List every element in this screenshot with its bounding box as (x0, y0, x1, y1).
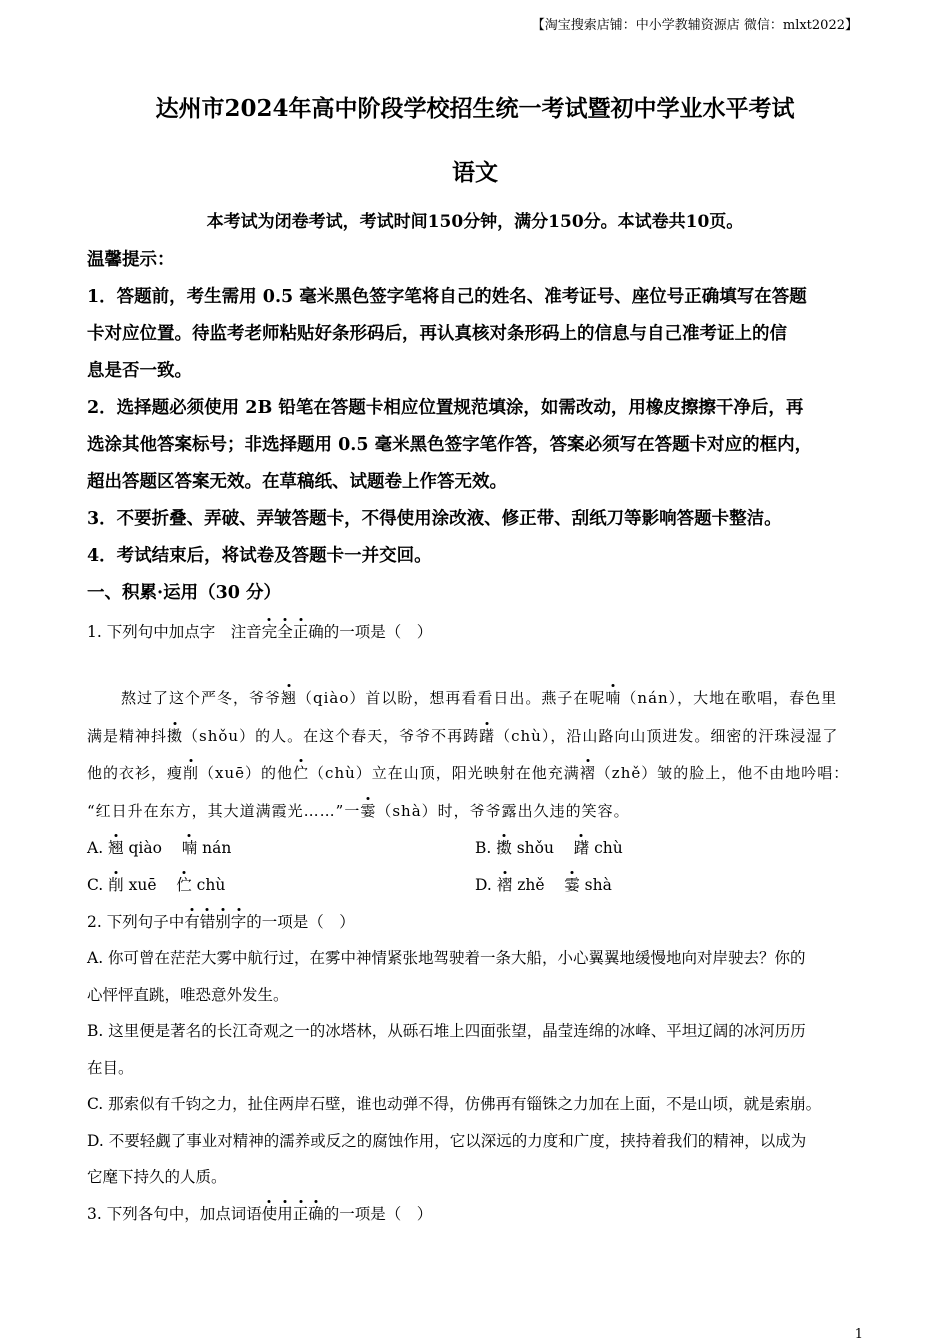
emphasis-dot-char: 正 (292, 623, 309, 641)
option-d-text-cont: 它麾下持久的人质。 (87, 1168, 227, 1186)
emphasis-dot-char: 字 (230, 913, 247, 931)
notice-heading: 温馨提示： (87, 250, 175, 270)
q1-options (87, 830, 877, 904)
dotted-char: 霎 (564, 876, 580, 894)
emphasis-dot-char: 全 (277, 623, 293, 641)
passage-line: 满是精神抖擞（shǒu）的人。在这个春天，爷爷不再踌躇（chù），沿山路向山顶进发。细密的汗珠浸湿了 (87, 726, 839, 745)
option-b[interactable]: B. 擞 shǒu 躇 chù (475, 839, 623, 857)
notice-item-2-cont: 选涂其他答案标号；非选择题用 0.5 毫米黑色签字笔作答，答案必须写在答题卡对应的框内， (87, 435, 813, 455)
notice-item-1-cont: 息是否一致。 (87, 361, 192, 381)
passage-line: “红日升在东方，其大道满霞光……”一霎（shà）时，爷爷露出久违的笑容。 (87, 801, 630, 820)
dotted-char: 伫 (293, 764, 310, 782)
header-watermark: 【淘宝搜索店铺：中小学教辅资源店 微信：mlxt2022】 (531, 18, 858, 33)
q1-text: 1. 下列句中加点字 注音 (87, 623, 262, 641)
option-d[interactable]: D. 褶 zhě 霎 shà (475, 876, 612, 894)
exam-intro: 本考试为闭卷考试，考试时间150分钟，满分150分。本试卷共10页。 (206, 212, 744, 232)
dotted-char: 霎 (360, 801, 377, 820)
notice-item-2-cont: 超出答题区答案无效。在草稿纸、试题卷上作答无效。 (87, 472, 507, 492)
emphasis-dot-char: 有 (184, 913, 200, 931)
dotted-char: 躇 (573, 839, 590, 857)
dotted-char: 褶 (496, 876, 513, 894)
exam-body (87, 242, 877, 1232)
exam-title: 达州市2024年高中阶段学校招生统一考试暨初中学业水平考试 (155, 95, 795, 122)
question-1-stem (87, 614, 877, 650)
q2-options (87, 940, 877, 1196)
dotted-char: 躇 (479, 726, 496, 745)
notice-item-1-cont: 卡对应位置。待监考老师粘贴好条形码后，再认真核对条形码上的信息与自己准考证上的信 (87, 324, 787, 344)
emphasis-dot-char: 完 (261, 623, 278, 641)
emphasis-dot-char: 错 (199, 913, 216, 931)
notice-item-1: 1．答题前，考生需用 0.5 毫米黑色签字笔将自己的姓名、准考证号、座位号正确填写在答题 (87, 287, 807, 307)
option-a[interactable]: A. 翘 qiào 喃 nán (87, 839, 232, 857)
dotted-char: 擞 (496, 839, 512, 857)
dotted-char: 喃 (181, 839, 198, 857)
page-number: 1 (854, 1327, 863, 1342)
dotted-char: 喃 (605, 689, 622, 707)
section-heading: 一、积累·运用（30 分） (87, 583, 282, 603)
q1-text: 确的一项是（ ） (308, 623, 433, 641)
passage-line: 熬过了这个严冬，爷爷翘（qiào）首以盼，想再看看日出。燕子在呢喃（nán），大地在歌唱，春色里 (121, 689, 838, 707)
option-a-text-cont: 心怦怦直跳，唯恐意外发生。 (87, 985, 289, 1004)
notice-item-2: 2．选择题必须使用 2B 铅笔在答题卡相应位置规范填涂，如需改动，用橡皮擦擦干净后，再 (87, 398, 804, 418)
dotted-char: 褶 (579, 764, 596, 782)
option-d-text[interactable]: D. 不要轻觑了事业对精神的濡养或反之的腐蚀作用，它以深远的力度和广度，挟持着我们的精神，以成为 (87, 1131, 807, 1150)
question-3-stem: 3. 下列各句中，加点词语使用正确的一项是（ ） (87, 1204, 433, 1223)
notice-item-3: 3．不要折叠、弄破、弄皱答题卡，不得使用涂改液、修正带、刮纸刀等影响答题卡整洁。 (87, 509, 782, 529)
option-b-text[interactable]: B. 这里便是著名的长江奇观之一的冰塔林，从砾石堆上四面张望，晶莹连绵的冰峰、平坦辽阔的冰河历历 (87, 1022, 806, 1040)
option-b-text-cont: 在目。 (87, 1058, 134, 1077)
reading-passage (87, 680, 877, 830)
emphasis-dot-char: 正 (292, 1204, 309, 1223)
emphasis-dot-char: 确 (308, 1204, 324, 1223)
dotted-char: 伫 (176, 876, 192, 894)
dotted-char: 削 (108, 876, 124, 894)
question-2-stem: 2. 下列句子中有错别字的一项是（ ） (87, 913, 355, 931)
dotted-char: 翘 (281, 689, 298, 707)
emphasis-dot-char: 使 (261, 1204, 278, 1223)
dotted-char: 翘 (108, 839, 124, 857)
option-a-text[interactable]: A. 你可曾在茫茫大雾中航行过，在雾中神情紧张地驾驶着一条大船，小心翼翼地缓慢地向对岸驶去？你的 (87, 949, 806, 967)
passage-line: 他的衣衫，瘦削（xuē）的他伫（chù）立在山顶，阳光映射在他充满褶（zhě）皱的脸上，他不由地吟唱： (87, 764, 850, 782)
notice-item-4: 4．考试结束后，将试卷及答题卡一并交回。 (87, 546, 432, 566)
option-c[interactable]: C. 削 xuē 伫 chù (87, 876, 226, 894)
emphasis-dot-char: 用 (277, 1204, 293, 1223)
dotted-char: 削 (183, 764, 200, 782)
notice-block (87, 242, 877, 612)
dotted-char: 擞 (167, 726, 184, 745)
subject-title: 语文 (452, 159, 498, 186)
emphasis-dot-char: 别 (215, 913, 231, 931)
option-c-text[interactable]: C. 那索似有千钧之力，扯住两岸石壁，谁也动弹不得，仿佛再有锱铢之力加在上面，不是山顷，就是索崩。 (87, 1095, 822, 1113)
